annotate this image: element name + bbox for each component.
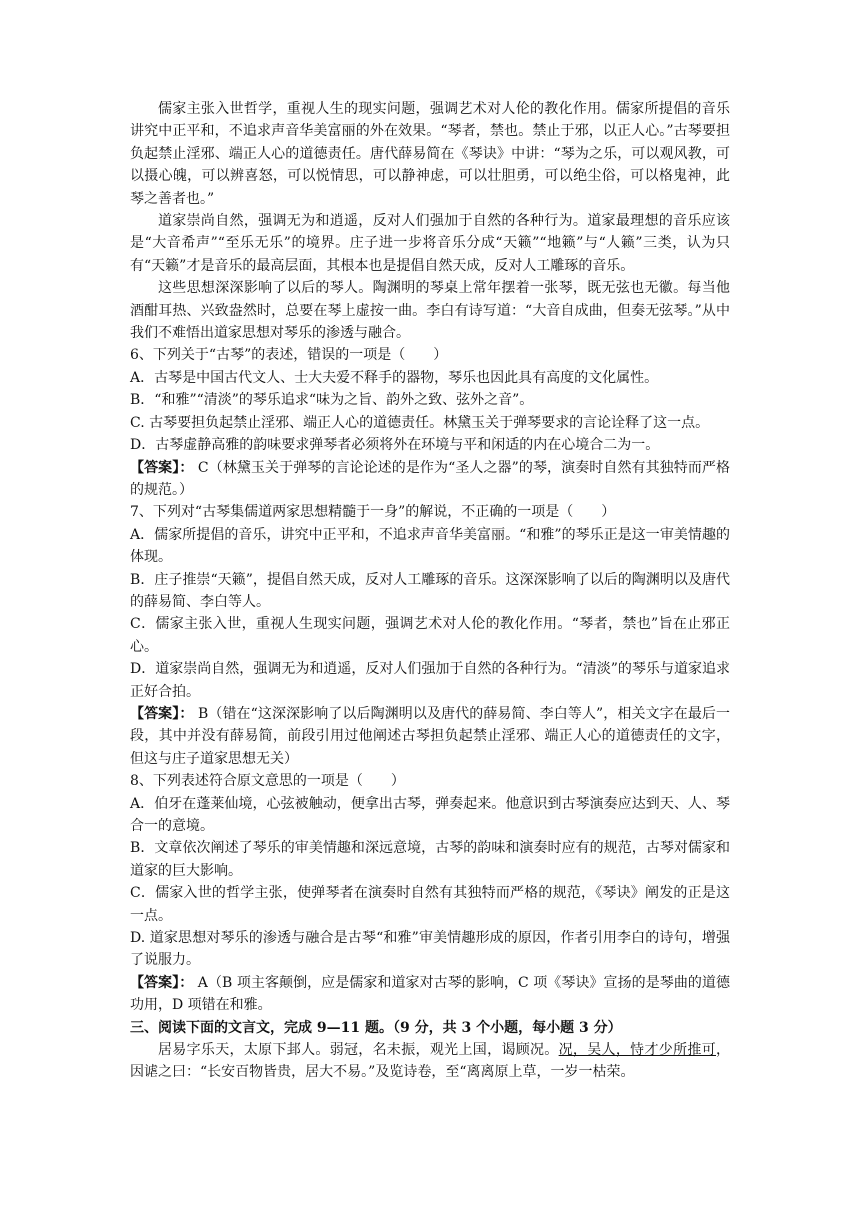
question-8-option-d: D. 道家思想对琴乐的渗透与融合是古琴“和雅”审美情趣形成的原因，作者引用李白的诗句，增强了说服力。 xyxy=(130,930,730,969)
question-7-answer xyxy=(130,703,730,770)
question-6-answer xyxy=(130,457,730,502)
document-page xyxy=(130,98,730,1084)
answer-label: 【答案】： xyxy=(130,705,194,722)
question-8-answer xyxy=(130,972,730,1017)
question-6-stem: 6、下列关于“古琴”的表述，错误的一项是（ ） xyxy=(130,347,448,364)
question-8-option-a: A．伯牙在蓬莱仙境，心弦被触动，便拿出古琴，弹奏起来。他意识到古琴演奏应达到天、人、琴合一的意境。 xyxy=(130,795,730,834)
question-8-option-c: C．儒家入世的哲学主张，使弹琴者在演奏时自然有其独特而严格的规范，《琴诀》阐发的正是这一点。 xyxy=(130,885,730,924)
answer-label: 【答案】： xyxy=(130,459,194,476)
question-7-stem: 7、下列对“古琴集儒道两家思想精髓于一身”的解说，不正确的一项是（ ） xyxy=(130,504,616,521)
question-6-option-d: D．古琴虚静高雅的韵味要求弹琴者必须将外在环境与平和闲适的内在心境合二为一。 xyxy=(130,437,660,454)
question-6-option-a: A．古琴是中国古代文人、士大夫爱不释手的器物，琴乐也因此具有高度的文化属性。 xyxy=(130,369,659,386)
question-7-option-c: C．儒家主张入世，重视人生现实问题，强调艺术对人伦的教化作用。“琴者，禁也”旨在止邪正心。 xyxy=(130,616,730,655)
answer-label: 【答案】： xyxy=(130,974,194,991)
classical-text-after: ，因谑之曰：“长安百物皆贵，居大不易。”及览诗卷，至“离离原上草，一岁一枯荣。 xyxy=(130,1042,731,1081)
classical-text-paragraph xyxy=(130,1039,730,1084)
question-7-option-d: D．道家崇尚自然，强调无为和逍遥，反对人们强加于自然的各种行为。“清淡”的琴乐与道家追求正好合拍。 xyxy=(130,661,730,700)
classical-text-underlined: 况，吴人，恃才少所推可 xyxy=(558,1042,717,1059)
answer-text: C（林黛玉关于弹琴的言论论述的是作为“圣人之器”的琴，演奏时自然有其独特而严格的规范。） xyxy=(130,459,730,498)
section-3-heading: 三、阅读下面的文言文，完成 9—11 题。（9 分，共 3 个小题，每小题 3 分） xyxy=(130,1019,622,1036)
answer-text: A（B 项主客颠倒，应是儒家和道家对古琴的影响，C 项《琴诀》宣扬的是琴曲的道德功用，D 项错在和雅。 xyxy=(130,974,730,1014)
question-6-option-b: B．“和雅”“清淡”的琴乐追求“味为之旨、韵外之致、弦外之音”。 xyxy=(130,392,534,409)
question-7-option-a: A．儒家所提倡的音乐，讲究中正平和，不追求声音华美富丽。“和雅”的琴乐正是这一审美情趣的体现。 xyxy=(130,526,730,566)
passage-paragraph-2: 道家崇尚自然，强调无为和逍遥，反对人们强加于自然的各种行为。道家最理想的音乐应该是“大音希声”“至乐无乐”的境界。庄子进一步将音乐分成“天籁”“地籁”与“人籁”三类，认为只有“天籁”才是音乐的最高层面，其根本也是提倡自然天成，反对人工雕琢的音乐。 xyxy=(130,213,730,274)
question-6-option-c: C. 古琴要担负起禁止淫邪、端正人心的道德责任。林黛玉关于弹琴要求的言论诠释了这一点。 xyxy=(130,414,710,431)
question-8-stem: 8、下列表述符合原文意思的一项是（ ） xyxy=(130,773,405,790)
question-8-option-b: B．文章依次阐述了琴乐的审美情趣和深远意境，古琴的韵味和演奏时应有的规范，古琴对儒家和道家的巨大影响。 xyxy=(130,840,730,879)
question-7-option-b: B．庄子推崇“天籁”，提倡自然天成，反对人工雕琢的音乐。这深深影响了以后的陶渊明以及唐代的薛易简、李白等人。 xyxy=(130,571,730,610)
passage-paragraph-3: 这些思想深深影响了以后的琴人。陶渊明的琴桌上常年摆着一张琴，既无弦也无徽。每当他酒酣耳热、兴致盎然时，总要在琴上虚按一曲。李白有诗写道：“大音自成曲，但奏无弦琴。”从中我们不难悟出道家思想对琴乐的渗透与融合。 xyxy=(130,280,730,342)
passage-paragraph-1: 儒家主张入世哲学，重视人生的现实问题，强调艺术对人伦的教化作用。儒家所提倡的音乐讲究中正平和，不追求声音华美富丽的外在效果。“琴者，禁也。禁止于邪，以正人心。”古琴要担负起禁止淫邪、端正人心的道德责任。唐代薛易简在《琴诀》中讲：“琴为之乐，可以观风教，可以摄心魄，可以辨喜怒，可以悦情思，可以静神虑，可以壮胆勇，可以绝尘俗，可以格鬼神，此琴之善者也。” xyxy=(130,101,730,207)
classical-text-before: 居易字乐天，太原下邽人。弱冠，名未振，观光上国，谒顾况。 xyxy=(158,1042,559,1059)
answer-text: B（错在“这深深影响了以后陶渊明以及唐代的薛易简、李白等人”，相关文字在最后一段，其中并没有薛易简，前段引用过他阐述古琴担负起禁止淫邪、端正人心的道德责任的文字，但这与庄子道家思想无关） xyxy=(130,705,730,767)
